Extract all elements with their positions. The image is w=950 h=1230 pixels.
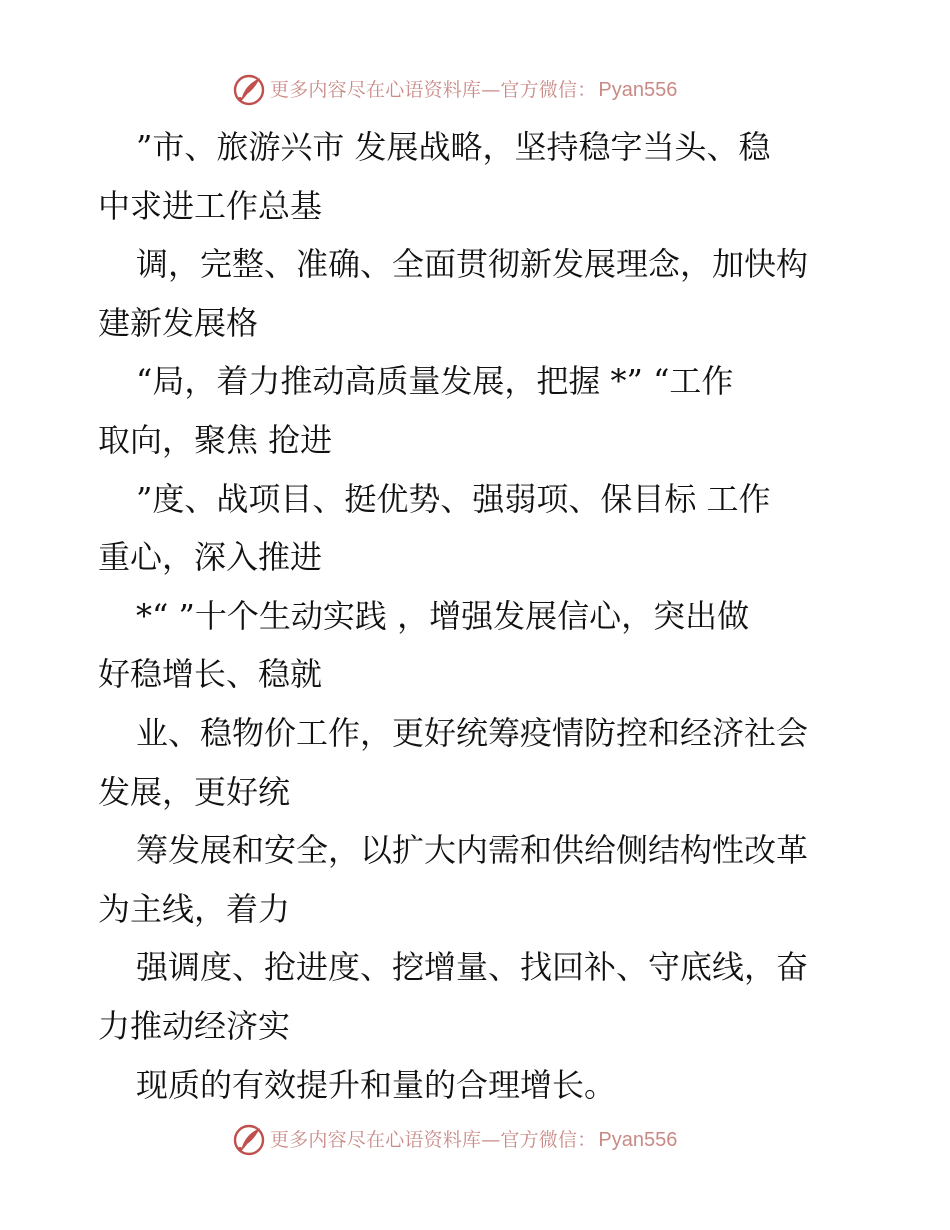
text-line: *“ ”十个生动实践 ，增强发展信心，突出做 (136, 596, 750, 635)
text-line: 业、稳物价工作，更好统筹疫情防控和经济社会 (136, 713, 809, 752)
text-line: 现质的有效提升和量的合理增长。 (136, 1065, 617, 1104)
header-banner-id: Pyan556 (598, 79, 678, 101)
text-line: 强调度、抢进度、挖增量、找回补、守底线，奋 (136, 948, 809, 987)
text-line: 发展，更好统 (98, 772, 291, 811)
quill-pen-logo-icon (232, 73, 266, 107)
text-line: ”度、战项目、挺优势、强弱项、保目标 工作 (136, 479, 771, 518)
text-line: 重心，深入推进 (98, 538, 323, 577)
text-line: 力推动经济实 (98, 1006, 291, 1045)
text-line: 筹发展和安全，以扩大内需和供给侧结构性改革 (136, 831, 809, 870)
header-banner-text: 更多内容尽在心语资料库—官方微信： (270, 79, 597, 101)
text-line: 好稳增长、稳就 (98, 655, 323, 694)
text-line: “局，着力推动高质量发展，把握 *” “工作 (136, 362, 734, 401)
text-line: 取向，聚焦 抢进 (98, 420, 333, 459)
quill-pen-logo-icon (232, 1123, 266, 1157)
footer-banner-id: Pyan556 (598, 1129, 678, 1151)
text-line: 建新发展格 (98, 303, 259, 342)
text-line: ”市、旅游兴市 发展战略，坚持稳字当头、稳 (136, 128, 771, 166)
text-line: 为主线，着力 (98, 889, 291, 928)
footer-banner (232, 1120, 677, 1160)
text-line: 中求进工作总基 (98, 186, 323, 225)
body-text (98, 118, 858, 1114)
footer-banner-text: 更多内容尽在心语资料库—官方微信： (270, 1129, 597, 1151)
header-banner (232, 70, 677, 110)
text-line: 调，完整、准确、全面贯彻新发展理念，加快构 (136, 245, 809, 284)
